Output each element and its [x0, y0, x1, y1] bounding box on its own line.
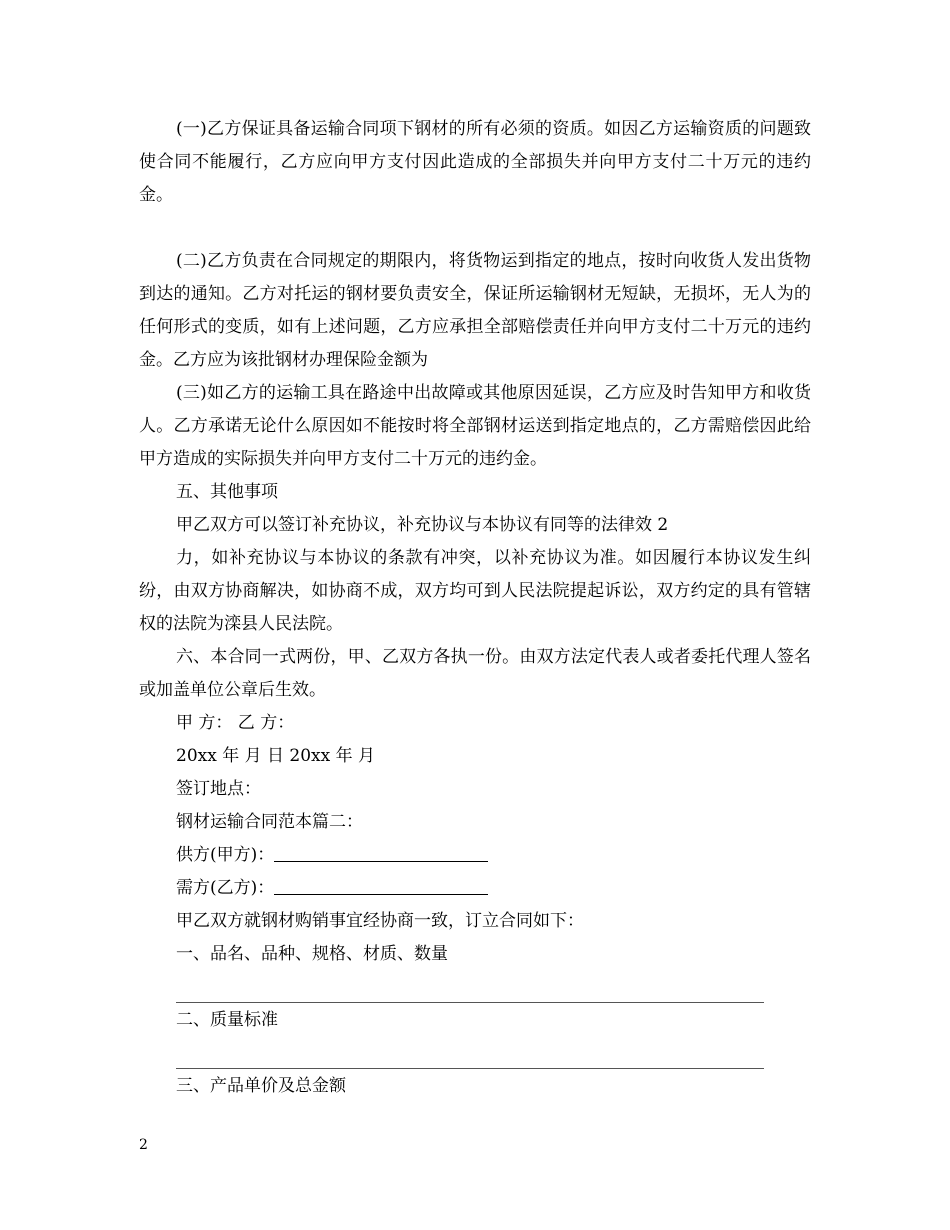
buyer-line — [176, 872, 488, 905]
item-2-heading: 二、质量标准 — [176, 1010, 278, 1030]
contract-2-title: 钢材运输合同范本篇二： — [176, 812, 363, 832]
signature-dates: 20xx 年 月 日 20xx 年 月 — [176, 746, 376, 766]
signing-place: 签订地点： — [176, 779, 261, 799]
page-number: 2 — [139, 1137, 148, 1153]
clause-3: (三)如乙方的运输工具在路途中出故障或其他原因延误，乙方应及时告知甲方和收货人。乙方承诺无论什么原因如不能按时将全部钢材运送到指定地点的，乙方需赔偿因此给甲方造成的实际损失并向甲方支付二十万元的违约金。 — [139, 383, 811, 469]
section-5-line-1: 甲乙双方可以签订补充协议，补充协议与本协议有同等的法律效 2 — [176, 515, 669, 535]
section-6-paragraph: 六、本合同一式两份，甲、乙双方各执一份。由双方法定代表人或者委托代理人签名或加盖单位公章后生效。 — [139, 647, 811, 700]
supplier-line — [176, 839, 488, 872]
item-2-blank-rule — [176, 1068, 764, 1069]
supplier-label: 供方(甲方)： — [176, 845, 275, 865]
supplier-blank — [274, 843, 488, 862]
item-1-blank-rule — [176, 1002, 764, 1003]
buyer-blank — [274, 876, 488, 895]
clause-2: (二)乙方负责在合同规定的期限内，将货物运到指定的地点，按时向收货人发出货物到达的通知。乙方对托运的钢材要负责安全，保证所运输钢材无短缺，无损坏，无人为的任何形式的变质，如有上述问题，乙方应承担全部赔偿责任并向甲方支付二十万元的违约金。乙方应为该批钢材办理保险金额为 — [139, 251, 811, 370]
buyer-label: 需方(乙方)： — [176, 878, 275, 898]
signature-parties: 甲 方： 乙 方： — [176, 713, 295, 733]
section-5-heading: 五、其他事项 — [176, 482, 278, 502]
contract-2-intro: 甲乙双方就钢材购销事宜经协商一致，订立合同如下： — [176, 911, 584, 931]
section-5-paragraph: 力，如补充协议与本协议的条款有冲突，以补充协议为准。如因履行本协议发生纠纷，由双方协商解决，如协商不成，双方均可到人民法院提起诉讼，双方约定的具有管辖权的法院为滦县人民法院。 — [139, 548, 811, 634]
item-1-heading: 一、品名、品种、规格、材质、数量 — [176, 944, 448, 964]
clause-1: (一)乙方保证具备运输合同项下钢材的所有必须的资质。如因乙方运输资质的问题致使合同不能履行，乙方应向甲方支付因此造成的全部损失并向甲方支付二十万元的违约金。 — [139, 119, 811, 205]
item-3-heading: 三、产品单价及总金额 — [176, 1076, 346, 1096]
